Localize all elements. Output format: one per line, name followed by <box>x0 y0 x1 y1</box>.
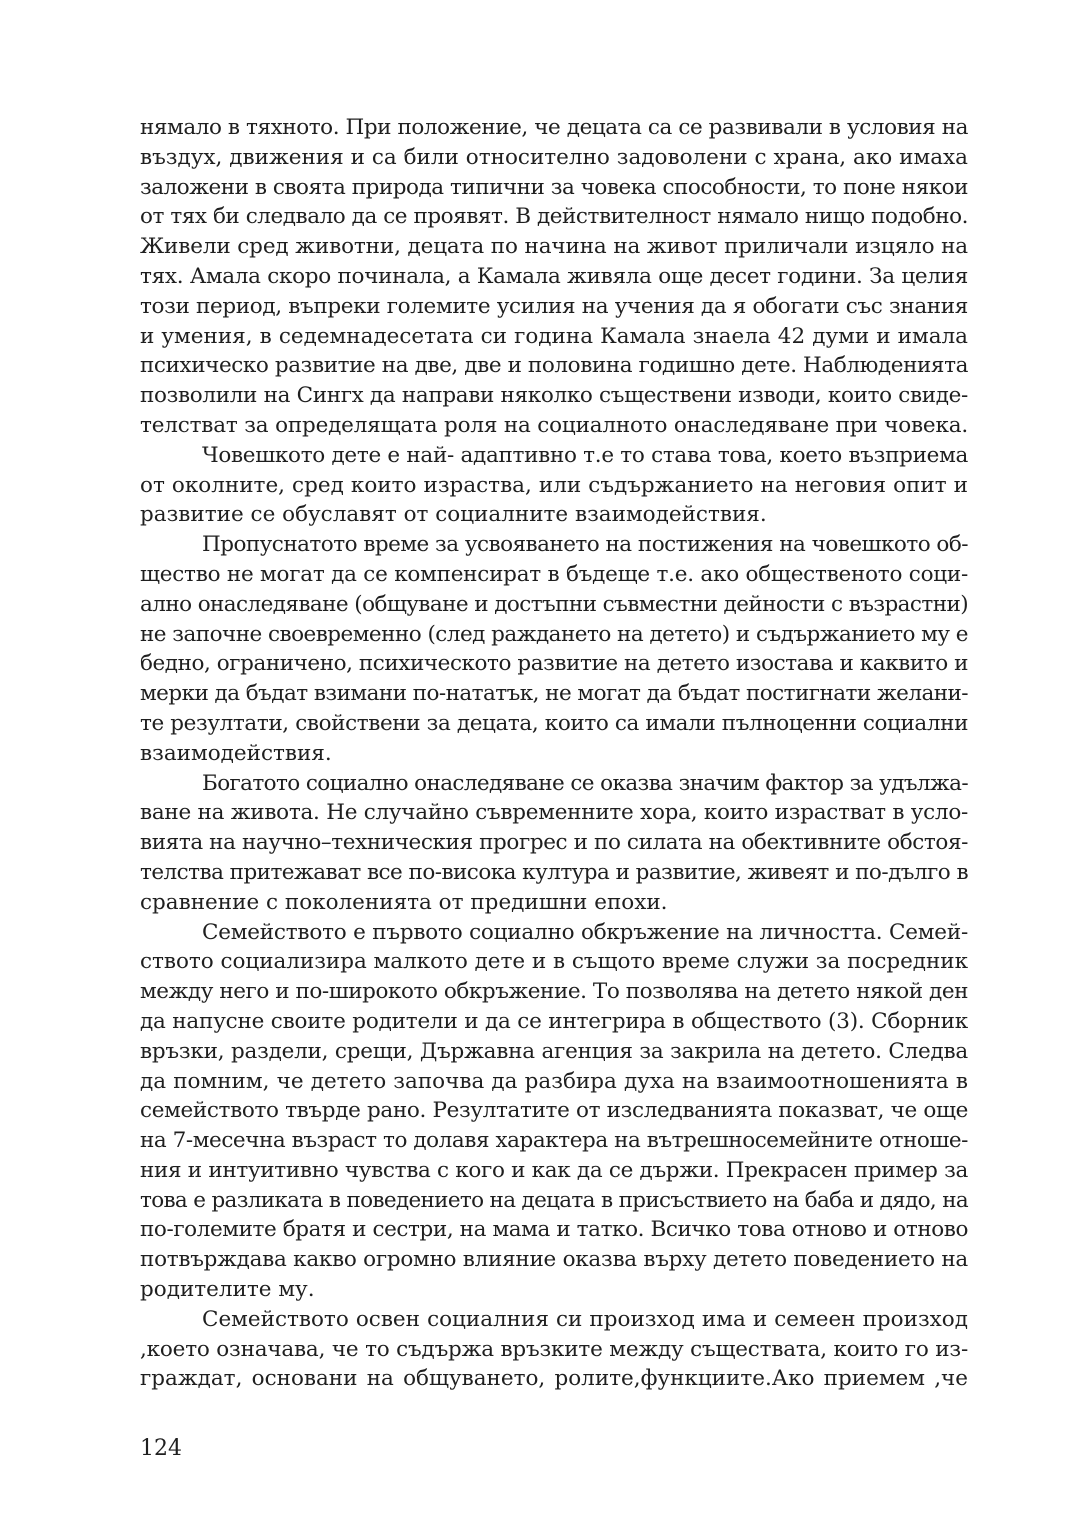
text-line: ,което означава, че то съдържа връзките между съществата, които го из- <box>140 1336 969 1362</box>
text-line: телства притежават все по-висока култура и развитие, живеят и по-дълго в <box>140 859 969 885</box>
page-number: 124 <box>140 1436 182 1461</box>
text-line: семейството твърде рано. Резултатите от изследванията показват, че още <box>140 1098 969 1124</box>
text-line: взаимодействия. <box>140 740 332 766</box>
paragraph <box>140 441 968 530</box>
text-line: мерки да бъдат взимани по-нататък, не могат да бъдат постигнати желани- <box>140 681 968 707</box>
text-line: родителите му. <box>140 1277 315 1303</box>
text-line: връзки, раздели, срещи, Държавна агенция за закрила на детето. Следва <box>140 1038 969 1064</box>
text-line: заложени в своята природа типични за човека способности, то поне някои <box>140 174 968 200</box>
text-line: не започне своевременно (след раждането на детето) и съдържанието му е <box>140 621 969 647</box>
text-line: ния и интуитивно чувства с кого и как да се държи. Прекрасен пример за <box>140 1157 969 1183</box>
text-line: и умения, в седемнадесетата си година Камала знаела 42 думи и имала <box>140 323 968 349</box>
text-line: бедно, ограничено, психическото развитие на детето изостава и каквито и <box>140 651 968 677</box>
text-line: сравнение с поколенията от предишни епохи. <box>140 889 668 915</box>
text-line: тях. Амала скоро починала, а Камала живяла още десет години. За целия <box>140 263 968 289</box>
text-line: ството социализира малкото дете и в същото време служи за посредник <box>140 949 968 975</box>
text-line: Семейството освен социалния си произход има и семеен произход <box>202 1306 968 1332</box>
text-line: това е разликата в поведението на децата в присъствието на баба и дядо, на <box>140 1187 969 1213</box>
text-line: вията на научно–техническия прогрес и по силата на обективните обстоя- <box>140 830 968 856</box>
text-line: те резултати, свойствени за децата, които са имали пълноценни социални <box>140 710 969 736</box>
text-line: по-големите братя и сестри, на мама и татко. Всичко това отново и отново <box>140 1217 969 1243</box>
text-line: граждат, основани на общуването, ролите,функциите.Ако приемем ,че <box>140 1366 968 1392</box>
text-line: позволили на Сингх да направи няколко съществени изводи, които свиде- <box>140 383 968 409</box>
text-line: Човешкото дете е най- адаптивно т.е то става това, което възприема <box>202 442 969 468</box>
paragraph <box>140 918 968 1305</box>
text-line: въздух, движения и са били относително задоволени с храна, ако имаха <box>140 144 968 170</box>
text-line: да напусне своите родители и да се интегрира в обществото (3). Сборник <box>140 1008 968 1034</box>
text-line: между него и по-широкото обкръжение. То позволява на детето някой ден <box>140 979 968 1005</box>
text-line: от околните, сред които израства, или съдържанието на неговия опит и <box>140 472 968 498</box>
body-text <box>140 113 968 1394</box>
paragraph <box>140 1305 968 1394</box>
text-line: Живели сред животни, децата по начина на живот приличали изцяло на <box>140 234 968 260</box>
text-line: Семейството е първото социално обкръжение на личността. Семей- <box>202 919 968 945</box>
text-line: да помним, че детето започва да разбира духа на взаимоотношенията в <box>140 1068 968 1094</box>
text-line: този период, въпреки големите усилия на учения да я обогати със знания <box>140 293 969 319</box>
text-line: щество не могат да се компенсират в бъдеще т.е. ако общественото соци- <box>140 561 968 587</box>
paragraph <box>140 113 968 441</box>
text-line: развитие се обуславят от социалните взаимодействия. <box>140 502 767 528</box>
text-line: потвърждава какво огромно влияние оказва върху детето поведението на <box>140 1247 968 1273</box>
text-line: на 7-месечна възраст то долавя характера на вътрешносемейните отноше- <box>140 1128 968 1154</box>
text-line: Пропуснатото време за усвояването на постижения на човешкото об- <box>202 532 968 558</box>
paragraph <box>140 769 968 918</box>
text-line: психическо развитие на две, две и половина годишно дете. Наблюденията <box>140 353 968 379</box>
text-line: нямало в тяхното. При положение, че децата са се развивали в условия на <box>140 115 969 140</box>
text-line: ално онаследяване (общуване и достъпни съвместни дейности с възрастни) <box>140 591 969 617</box>
text-line: ване на живота. Не случайно съвременните хора, които израстват в усло- <box>140 800 969 826</box>
text-line: Богатото социално онаследяване се оказва значим фактор за удължа- <box>202 770 968 796</box>
text-line: телстват за определящата роля на социалното онаследяване при човека. <box>140 412 968 438</box>
text-line: от тях би следвало да се проявят. В действителност нямало нищо подобно. <box>140 204 969 230</box>
paragraph <box>140 530 968 768</box>
